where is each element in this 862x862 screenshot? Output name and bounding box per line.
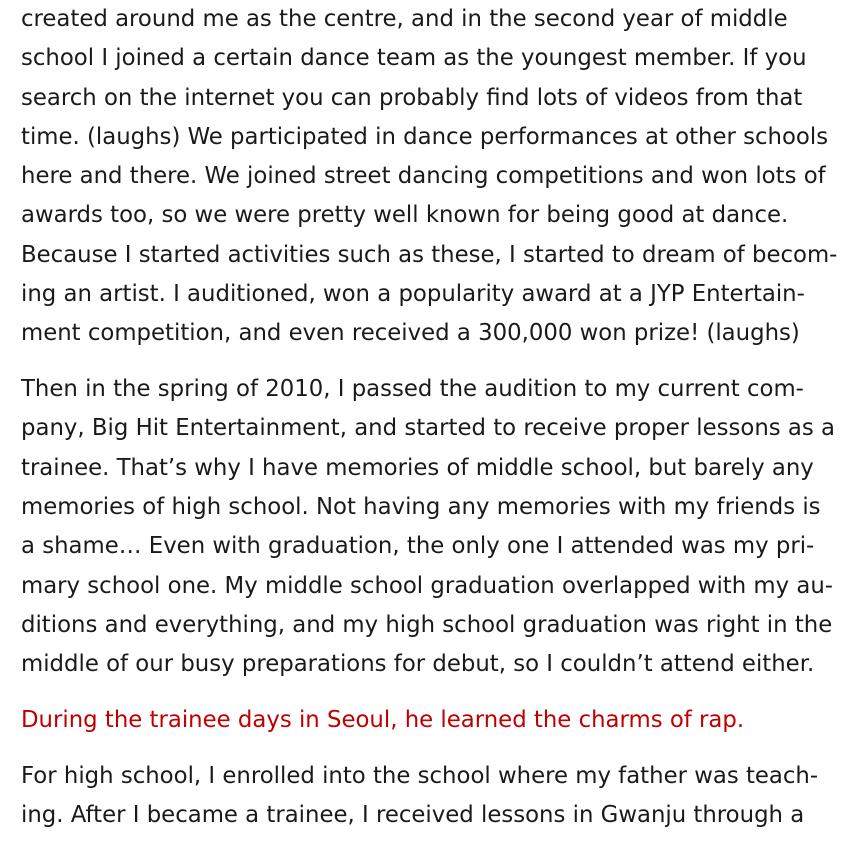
text-line: awards too, so we were pretty well known for being good at dance. xyxy=(21,202,789,229)
text-line: mary school one. My middle school graduation overlapped with my au- xyxy=(21,572,834,599)
text-line: pany, Big Hit Entertainment, and started to receive proper lessons as a xyxy=(21,415,835,442)
section-subheading xyxy=(21,701,851,740)
text-line: ditions and everything, and my high school graduation was right in the xyxy=(21,611,833,638)
text-line: Because I started activities such as these, I started to dream of becom- xyxy=(21,241,838,268)
paragraph-dance-team xyxy=(21,0,851,354)
paragraph-spacer xyxy=(21,685,851,702)
paragraph-spacer xyxy=(21,354,851,371)
document-body xyxy=(21,0,851,835)
paragraph-spacer xyxy=(21,740,851,757)
text-line: ing. After I became a trainee, I received lessons in Gwanju through a xyxy=(21,802,805,829)
text-line: created around me as the centre, and in the second year of middle xyxy=(21,6,788,32)
text-line: For high school, I enrolled into the school where my father was teach- xyxy=(21,762,819,789)
text-line: trainee. That’s why I have memories of middle school, but barely any xyxy=(21,454,814,481)
text-line: middle of our busy preparations for debut, so I couldn’t attend either. xyxy=(21,651,815,678)
text-line: Then in the spring of 2010, I passed the audition to my current com- xyxy=(21,376,804,403)
paragraph-high-school xyxy=(21,757,851,836)
text-line: search on the internet you can probably find lots of videos from that xyxy=(21,84,803,111)
subheading-line: During the trainee days in Seoul, he learned the charms of rap. xyxy=(21,707,745,734)
text-line: ment competition, and even received a 300,000 won prize! (laughs) xyxy=(21,320,800,347)
paragraph-big-hit-audition xyxy=(21,370,851,684)
text-line: school I joined a certain dance team as the youngest member. If you xyxy=(21,45,807,72)
text-line: memories of high school. Not having any memories with my friends is xyxy=(21,494,821,521)
text-line: a shame… Even with graduation, the only one I attended was my pri- xyxy=(21,533,815,560)
text-line: here and there. We joined street dancing competitions and won lots of xyxy=(21,163,826,190)
text-line: time. (laughs) We participated in dance performances at other schools xyxy=(21,123,829,150)
text-line: ing an artist. I auditioned, won a popularity award at a JYP Entertain- xyxy=(21,281,805,308)
